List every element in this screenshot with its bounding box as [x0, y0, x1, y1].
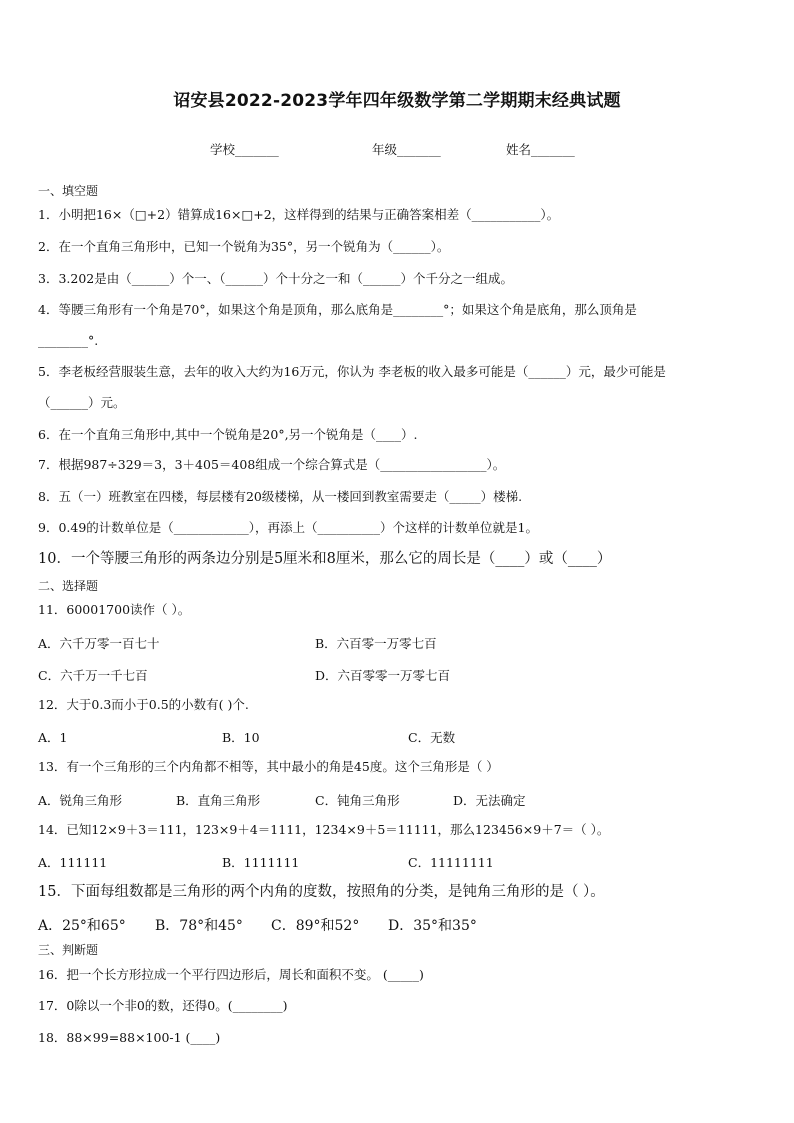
option-13-a: A．锐角三角形 [38, 793, 123, 808]
grade-field: 年级_______ [372, 142, 441, 157]
option-12-c: C．无数 [408, 730, 456, 745]
question-15: 15．下面每组数都是三角形的两个内角的度数，按照角的分类，是钝角三角形的是（ ）。 [38, 884, 605, 900]
school-field: 学校_______ [210, 142, 279, 157]
question-10: 10．一个等腰三角形的两条边分别是5厘米和8厘米，那么它的周长是（____）或（____） [38, 551, 612, 567]
question-9: 9．0.49的计数单位是（____________），再添上（__________）个这样的计数单位就是1。 [38, 520, 538, 535]
option-11-c: C．六千万一千七百 [38, 668, 148, 683]
question-17: 17．0除以一个非0的数，还得0。(________) [38, 998, 288, 1013]
option-11-a: A．六千万零一百七十 [38, 636, 160, 651]
option-11-b: B．六百零一万零七百 [315, 636, 437, 651]
question-13: 13．有一个三角形的三个内角都不相等，其中最小的角是45度。这个三角形是（ ） [38, 759, 499, 774]
option-14-b: B．1111111 [222, 855, 300, 870]
section-choice: 二、选择题 [38, 579, 99, 593]
option-13-c: C．钝角三角形 [315, 793, 400, 808]
question-1: 1．小明把16×（□+2）错算成16×□+2，这样得到的结果与正确答案相差（___________）。 [38, 207, 560, 222]
question-11: 11．60001700读作（ ）。 [38, 602, 191, 617]
section-fill-blank: 一、填空题 [38, 184, 99, 198]
option-12-b: B．10 [222, 730, 260, 745]
question-18: 18．88×99=88×100-1 (____) [38, 1030, 221, 1045]
question-12: 12．大于0.3而小于0.5的小数有( )个. [38, 697, 249, 712]
page-title: 诏安县2022-2023学年四年级数学第二学期期末经典试题 [173, 91, 621, 111]
question-16: 16．把一个长方形拉成一个平行四边形后，周长和面积不变。 (_____) [38, 967, 424, 982]
question-6: 6．在一个直角三角形中,其中一个锐角是20°,另一个锐角是（____）. [38, 427, 418, 442]
option-15-b: B．78°和45° [155, 918, 243, 934]
name-field: 姓名_______ [506, 142, 575, 157]
question-2: 2．在一个直角三角形中，已知一个锐角为35°，另一个锐角为（______）。 [38, 239, 450, 254]
question-5-cont: （______）元。 [38, 395, 126, 410]
question-4-cont: ________°. [38, 333, 99, 348]
option-15-c: C．89°和52° [271, 918, 360, 934]
option-13-b: B．直角三角形 [176, 793, 261, 808]
question-8: 8．五（一）班教室在四楼，每层楼有20级楼梯，从一楼回到教室需要走（_____）楼梯. [38, 489, 523, 504]
question-7: 7．根据987÷329＝3，3＋405＝408组成一个综合算式是（_________________）。 [38, 457, 506, 472]
section-judgement: 三、判断题 [38, 943, 99, 957]
question-4: 4．等腰三角形有一个角是70°，如果这个角是顶角，那么底角是________°；如果这个角是底角，那么顶角是 [38, 302, 637, 317]
option-13-d: D．无法确定 [453, 793, 526, 808]
option-14-a: A．111111 [38, 855, 108, 870]
question-5: 5．李老板经营服装生意，去年的收入大约为16万元，你认为 李老板的收入最多可能是（______）元，最少可能是 [38, 364, 666, 379]
option-15-a: A．25°和65° [38, 918, 126, 934]
question-3: 3．3.202是由（______）个一、（______）个十分之一和（______）个千分之一组成。 [38, 271, 513, 286]
option-11-d: D．六百零零一万零七百 [315, 668, 451, 683]
option-15-d: D．35°和35° [388, 918, 477, 934]
question-14: 14．已知12×9＋3＝111，123×9＋4＝1111，1234×9＋5＝11111，那么123456×9＋7＝（ ）。 [38, 822, 610, 837]
option-12-a: A．1 [38, 730, 68, 745]
option-14-c: C．11111111 [408, 855, 494, 870]
